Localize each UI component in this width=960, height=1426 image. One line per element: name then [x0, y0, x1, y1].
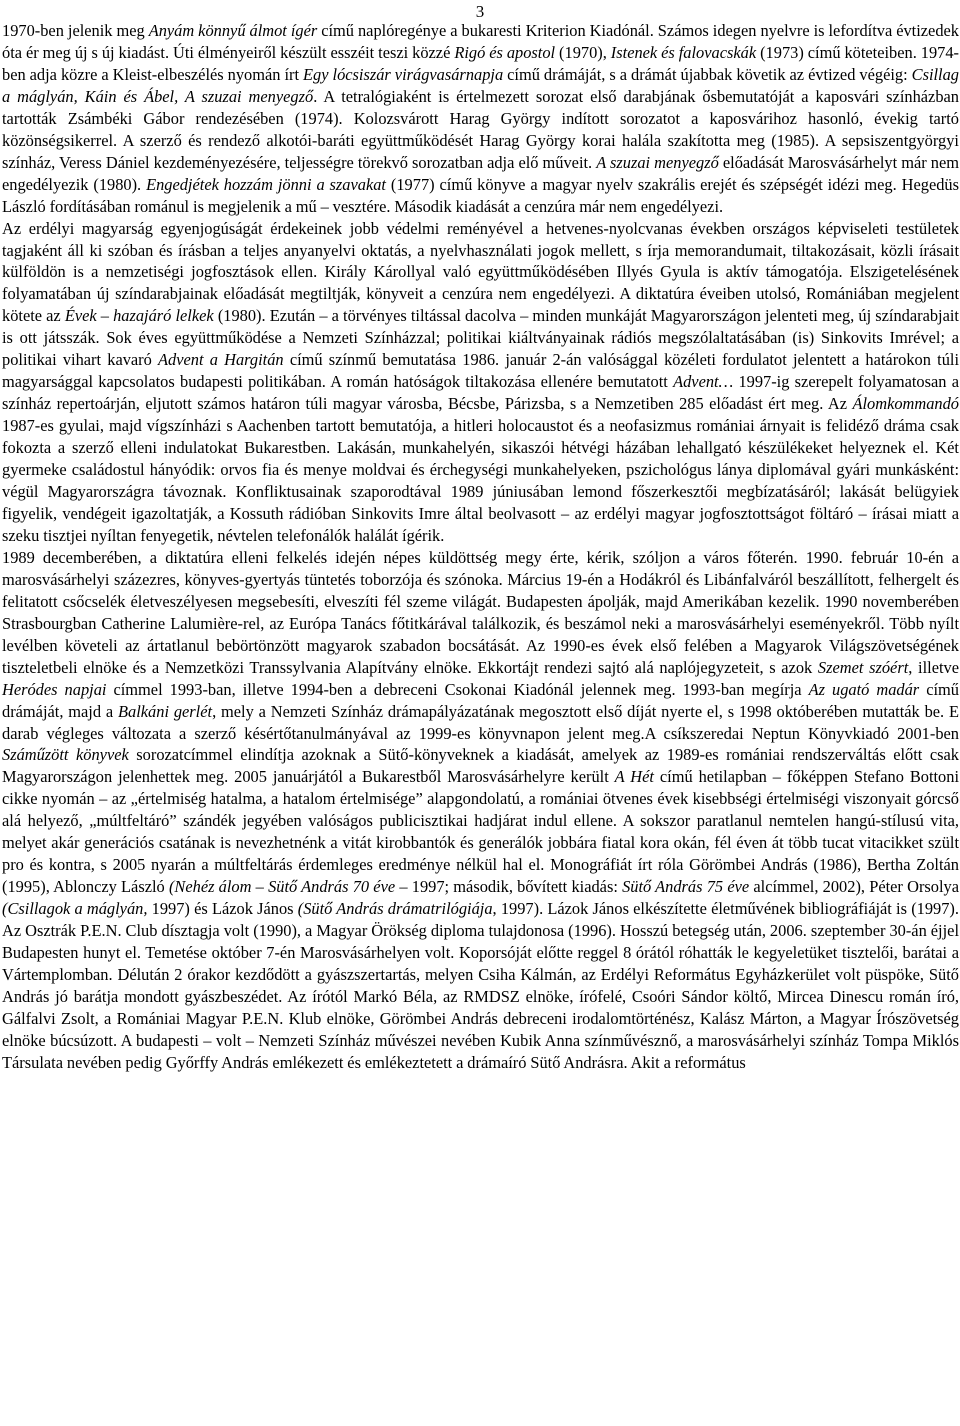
paragraph-text: című drámáját, majd a	[2, 679, 960, 721]
italic-title-text: (Nehéz álom – Sütő András 70 éve	[168, 877, 396, 897]
paragraph-text: 1987-es gyulai, majd vígszínházi s Aachenben tartott bemutatója, a hitleri holocaustot és a neofasizmus romániai árnyait is felidéző dráma csak fokozta a szerző elleni indulatokat Bukarestben. Lakásán, munkahelyén, sikaszói hétvégi házában lehallgató készülékeket helyeznek el. Két gyermeke családostul hányódik: orvos fia és menye moldvai és érchegységi munkahelyeken, pszichológus lánya diplomával gyári munkásként: végül Magyarországra távoznak. Konfliktusainak szaporodtával 1989 júniusában lemond főszerkesztői megbízatásáról; lakását belügyiek figyelik, vendégeit igazoltatják, a Kossuth rádióban Sinkovits Imre által beolvasott – az erdélyi magyar jogfosztottságot föltáró – írásai miatt a szeku tisztjei nyíltan fenyegetik, névtelen telefonálók halálát ígérik.	[2, 416, 959, 545]
paragraph	[2, 218, 959, 547]
paragraph-text: 1997) és Lázok János	[147, 899, 298, 919]
italic-title-text: Sütő András 75 éve	[622, 877, 750, 897]
paragraph-text: című naplóregénye a bukaresti Kriterion Kiadónál. Számos idegen nyelvre is lefordítva évtizedek óta ér meg új s új kiadást. Úti élményeiről készült esszéit teszi közzé	[2, 21, 959, 62]
italic-title-text: Advent a Hargitán	[158, 350, 284, 370]
italic-title-text: Száműzött könyvek	[2, 745, 129, 765]
italic-title-text: Egy lócsiszár virágvasárnapja	[303, 64, 504, 84]
paragraph-text: 1989 decemberében, a diktatúra elleni felkelés idején népes küldöttség megy érte, kérik, szóljon a város főterén. 1990. február 10-én a marosvásárhelyi százezres, könyves-gyertyás tüntetés toborzója és szónoka. Március 19-én a Hodákról és Libánfalváról beszállított, felhergelt és felitatott csőcselék életveszélyesen megsebesíti, elveszíti fél szeme világát. Budapesten ápolják, majd Amerikában kezelik. 1990 novemberében Strasbourgban Catherine Lalumière-rel, az Európa Tanács főtitkárával találkozik, és beszámol neki a marosvásárhelyi eseményekről. Több nyílt levélben követeli az ártatlanul bebörtönzött magyarok szabadon bocsátását. Az 1990-es évek első felében a Magyarok Világszövetségének tiszteletbeli elnöke és a Nemzetközi Transsylvania Alapítvány elnöke. Ekkortájt rendezi sajtó alá naplójegyzeteit, s azok	[2, 547, 959, 677]
paragraph-text: Az erdélyi magyarság egyenjogúságát érdekeinek jobb védelmi reményével a hetvenes-nyolcvanas években országos képviseleti testületek tagjaként áll ki szóban és írásban a teljes anyanyelvi oktatás, a nyelvhasználati jogok mellett, s írja memorandumait, tiltakozásait, közli írásait külföldön is a nemzetiségi jogfosztások ellen. Király Károllyal való együttműködésében Illyés Gyula is aktív támogatója. Elszigetelésének folyamatában új színdarabjainak előadását megtiltják, könyveit a cenzúra nem engedélyezi. A diktatúra éveiben utolsó, Romániában megjelent kötete az	[2, 218, 959, 326]
page-number: 3	[475, 2, 485, 21]
italic-title-text: Istenek és falovacskák	[610, 42, 757, 62]
italic-title-text: Évek – hazajáró lelkek	[64, 306, 214, 326]
paragraph-text: sorozatcímmel elindítja azoknak a Sütő-könyveknek a kiadását, amelyek az 1989-es romániai rendszerváltás előtt csak Magyarországon jelenhettek meg. 2005 januárjától a Bukarestből Marosvásárhelyre került	[2, 745, 959, 787]
paragraph-text: , illetve	[908, 657, 959, 677]
italic-title-text: Csillag a máglyán, Káin és Ábel, A szuzai menyegző	[2, 64, 960, 106]
paragraph-text: (1980). Ezután – a törvényes tiltással dacolva – minden munkáját Magyarországon jelenteti meg, új színdarabjait is ott játsszák. Sok éves együttműködése a Nemzeti Színházzal; politikai kiáltványainak rádiós megszólaltatásában (is) Sinkovits Imrével; a politikai vihart kavaró	[2, 306, 959, 370]
italic-title-text: (Csillagok a máglyán,	[2, 899, 148, 919]
document-body	[2, 20, 959, 1074]
paragraph-text: 1997-ig szerepelt folyamatosan a színház repertoárján, eljutott számos határon túli magyar városba, Bécsbe, Párizsba, s a Nemzetiben 285 előadást ért meg. Az	[2, 372, 960, 414]
paragraph-text: alcímmel, 2002), Péter Orsolya	[749, 877, 959, 897]
paragraph-text: (1970),	[555, 42, 611, 62]
paragraph	[2, 547, 959, 1074]
paragraph-text: – 1997; második, bővített kiadás:	[395, 877, 623, 897]
italic-title-text: Az ugató madár	[808, 679, 920, 699]
paragraph-text: című drámáját, s a drámát újabbak követik az évtized végéig:	[503, 64, 912, 84]
paragraph-text: , 1997). Lázok János elkészítette életművének bibliográfiáját is (1997). Az Osztrák P.E.N. Club dísztagja volt (1990), a Magyar Örökség diploma tulajdonosa (1996). Hosszú betegség után, 2006. szeptember 30-án éjjel Budapesten hunyt el. Temetése október 7-én Marosvásárhelyen volt. Koporsóját előtte reggel 8 órától róhatták le kegyeletüket tisztelői, barátai a Vártemplomban. Délután 2 órakor kezdődött a gyászszertartás, melyen Csiha Kálmán, az Erdélyi Református Egyházkerület volt püspöke, Sütő András jó barátja mondott gyászbeszédet. Az írótól Markó Béla, az RMDSZ elnöke, írófelé, Csoóri Sándor költő, Mircea Dinescu román író, Gálfalvi Zsolt, a Romániai Magyar P.E.N. Klub elnöke, Görömbei András debreceni irodalomtörténész, Kalász Márton, a Magyar Írószövetség elnöke búcsúzott. A budapesti – volt – Nemzeti Színház művészei nevében Kubik Anna színművésznő, a marosvásárhelyi színház Tompa Miklós Társulata nevében pedig Győrffy András emlékezett és emlékeztetett a drámaíró Sütő Andrásra. Akit a református	[2, 899, 959, 1072]
italic-title-text: A Hét	[614, 767, 654, 787]
paragraph-text: előadását Marosvásárhelyt már nem engedélyezik (1980).	[2, 152, 959, 194]
italic-title-text: Engedjétek hozzám jönni a szavakat	[146, 174, 386, 194]
italic-title-text: Szemet szóért	[817, 657, 909, 677]
paragraph-text: . A tetralógiaként is értelmezett sorozat első darabjának ősbemutatóját a kaposvári színházban tartották Zsámbéki Gábor rendezésében (1974). Kolozsvárott Harag György indított sorozatot a kaposvárihoz hasonló, évekig tartó közönségsikerrel. A szerző és rendező alkotói-baráti együttműködését Harag György korai halála szakította meg (1985). A sepsiszentgyörgyi színház, Veress Dániel kezdeményezésére, teljességre törekvő sorozatban adja elő műveit.	[2, 86, 959, 172]
italic-title-text: Álomkommandó	[852, 394, 959, 414]
paragraph-text: címmel 1993-ban, illetve 1994-ben a debreceni Csokonai Kiadónál jelennek meg. 1993-ban megírja	[106, 679, 809, 699]
italic-title-text: A szuzai menyegző	[596, 152, 719, 172]
paragraph	[2, 20, 959, 218]
paragraph-text: című színmű bemutatása 1986. január 2-án valósággal közéleti fordulatot jelentett a határokon túli magyarsággal kapcsolatos budapesti politikában. A román hatóságok tiltakozása ellenére bemutatott	[2, 350, 960, 392]
paragraph-text: 1970-ben jelenik meg	[2, 21, 149, 40]
paragraph-text: (1977) című könyve a magyar nyelv szakrális erejét és szépségét idézi meg. Hegedüs László fordításában románul is megjelenik a mű – vesztére. Második kiadását a cenzúra már nem engedélyezi.	[2, 174, 959, 216]
italic-title-text: Advent…	[673, 372, 734, 392]
italic-title-text: Heródes napjai	[2, 679, 107, 699]
italic-title-text: Balkáni gerlét	[118, 701, 213, 721]
italic-title-text: Rigó és apostol	[454, 42, 556, 62]
paragraph-text: (1973) című köteteiben. 1974-ben adja közre a Kleist-elbeszélés nyomán írt	[2, 42, 960, 84]
paragraph-text: című hetilapban – főképpen Stefano Bottoni cikke nyomán – az „értelmiség hatalma, a hatalom értelmisége” alapgondolatú, a romániai ötvenes évek kisebbségi értelmiségi viszonyait górcső alá helyező, „múltfeltáró” szándék jegyében valóságos publicisztikai hadjárat indul ellene. A sokszor paratlanul nemtelen hangú-stílusú vita, melyet akár generációs csatának is nevezhetnénk a vitát kirobbantók és generálók jobbára fiatal kora okán, fél éven át több tucat vitacikket szült pro és kontra, s 2005 nyarán a múltfeltárás érdemleges eredménye nélkül hal el. Monográfiát írt róla Görömbei András (1986), Bertha Zoltán (1995), Ablonczy László	[2, 767, 959, 897]
paragraph-text: , mely a Nemzeti Színház drámapályázatának megosztott első díját nyerte el, s 1998 októberében mutatták be. E darab végleges változata a szerző késértőtanulmányával az 1999-es könyvnapon jelent meg.A csíkszeredai Neptun Könyvkiadó 2001-ben	[2, 701, 959, 743]
italic-title-text: Anyám könnyű álmot ígér	[148, 21, 318, 40]
italic-title-text: (Sütő András drámatrilógiája	[297, 899, 493, 919]
